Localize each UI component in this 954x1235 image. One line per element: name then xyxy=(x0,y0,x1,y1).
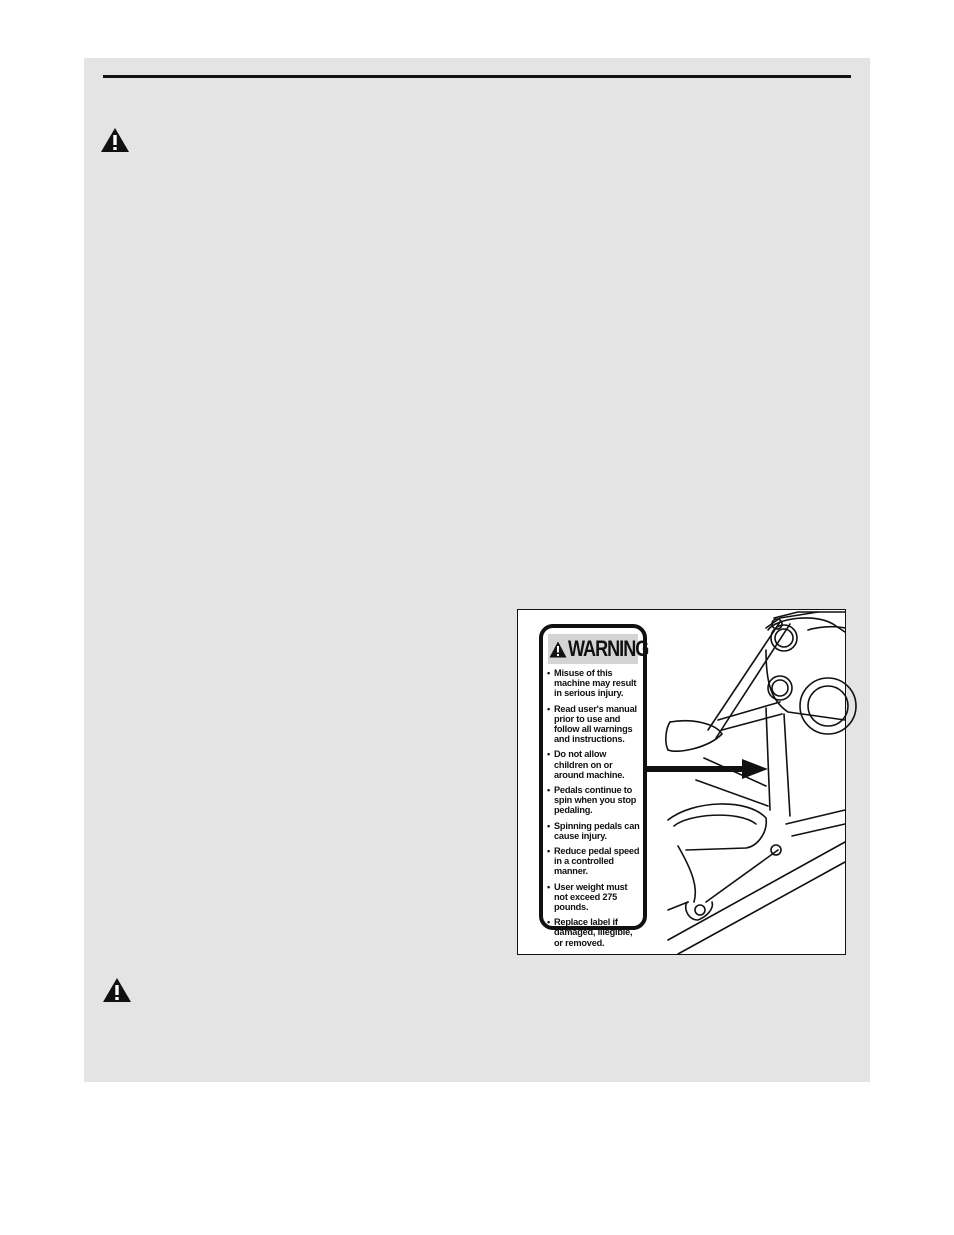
header-rule xyxy=(103,75,851,78)
warning-item: • Reduce pedal speed in a controlled manner. xyxy=(547,846,640,877)
warning-item: • Pedals continue to spin when you stop pedaling. xyxy=(547,785,640,816)
warning-triangle-icon xyxy=(100,127,130,153)
warning-item: • Spinning pedals can cause injury. xyxy=(547,821,640,841)
warning-item: • Replace label if damaged, illegible, or removed. xyxy=(547,917,640,948)
arrow-right-icon xyxy=(647,759,768,779)
warning-triangle-icon xyxy=(102,977,132,1003)
warning-sticker xyxy=(539,624,649,948)
warning-item: • Read user's manual prior to use and follow all warnings and instructions. xyxy=(547,704,640,745)
warning-item: • Misuse of this machine may result in serious injury. xyxy=(547,668,640,699)
warning-label-figure xyxy=(517,609,846,955)
warning-triangle-icon xyxy=(549,641,567,658)
warning-sticker-title: WARNING xyxy=(568,636,649,661)
warning-sticker-list xyxy=(543,668,643,948)
warning-item: • User weight must not exceed 275 pounds. xyxy=(547,882,640,913)
warning-sticker-header xyxy=(548,634,649,664)
warning-item: • Do not allow children on or around machine. xyxy=(547,749,640,780)
